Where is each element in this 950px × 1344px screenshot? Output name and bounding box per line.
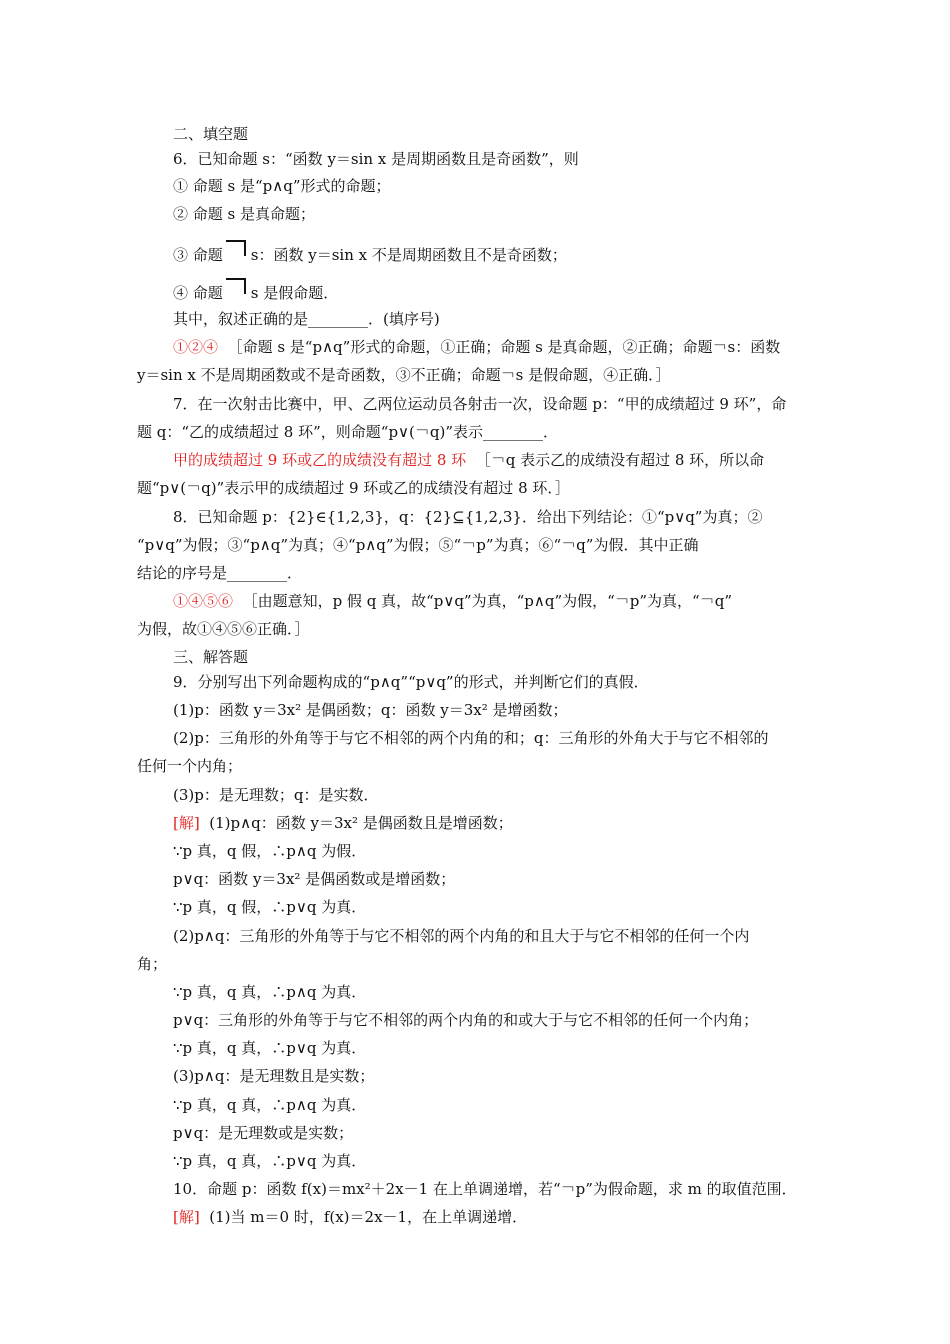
question-8-cont-2: 结论的序号是________． (137, 564, 303, 582)
q6-item-4-text: s 是假命题． (250, 284, 339, 302)
q6-answer-key: ①②④ (173, 338, 219, 356)
q6-item-2: ② 命题 s 是真命题； (173, 205, 316, 223)
q9-solution-line: ∵p 真，q 真，∴p∨q 为真． (173, 1152, 367, 1170)
q9-solution-line: ∵p 真，q 真，∴p∧q 为真． (173, 983, 367, 1001)
question-10: 10．命题 p：函数 f(x)＝mx²＋2x－1 在上单调递增，若“￢p”为假命题，求 m 的取值范围． (173, 1180, 797, 1198)
q10-solution-line: (1)当 m＝0 时，f(x)＝2x－1，在上单调递增． (209, 1208, 528, 1226)
question-8: 8．已知命题 p：{2}∈{1,2,3}，q：{2}⊆{1,2,3}．给出下列结论：①“p∨q”为真；② (173, 508, 763, 526)
q6-item-3 (173, 240, 817, 267)
q9-solution-line: ∵p 真，q 假，∴p∧q 为假． (173, 842, 367, 860)
q9-solution-line: (3)p∧q：是无理数且是实数； (173, 1067, 375, 1085)
q10-solution-start (173, 1205, 817, 1229)
q9-solution-line: p∨q：是无理数或是实数； (173, 1124, 354, 1142)
q9-solution-line: p∨q：函数 y＝3x² 是偶函数或是增函数； (173, 870, 456, 888)
q8-explanation: ［由题意知，p 假 q 真，故“p∨q”为真，“p∧q”为假，“￢p”为真，“￢q” (242, 592, 732, 610)
solution-label: [解] (173, 814, 200, 832)
q6-answer (173, 335, 817, 359)
q8-answer (173, 589, 817, 613)
q6-item-4 (173, 278, 817, 305)
q7-explanation: ［￢q 表示乙的成绩没有超过 8 环，所以命 (475, 451, 765, 469)
section-heading-solve: 三、解答题 (173, 648, 249, 666)
question-7: 7．在一次射击比赛中，甲、乙两位运动员各射击一次，设命题 p：“甲的成绩超过 9 环”，命 (173, 395, 787, 413)
q9-solution-line: ∵p 真，q 真，∴p∧q 为真． (173, 1096, 367, 1114)
q9-solution-start (173, 811, 817, 835)
q7-explanation-cont: 题“p∨(￢q)”表示甲的成绩超过 9 环或乙的成绩没有超过 8 环．］ (137, 479, 570, 497)
q6-item-4-prefix: ④ 命题 (173, 284, 223, 302)
q7-answer (173, 448, 817, 472)
solution-label: [解] (173, 1208, 200, 1226)
q9-part-3: (3)p：是无理数；q：是实数． (173, 786, 379, 804)
q8-explanation-cont: 为假，故①④⑤⑥正确．］ (137, 620, 310, 638)
q6-item-3-prefix: ③ 命题 (173, 246, 223, 264)
q6-item-1: ① 命题 s 是“p∧q”形式的命题； (173, 177, 391, 195)
q6-explanation-cont: y＝sin x 不是周期函数或不是奇函数，③不正确；命题￢s 是假命题，④正确．］ (137, 366, 671, 384)
section-heading-fill-blank: 二、填空题 (173, 125, 249, 143)
negation-symbol-icon (226, 240, 248, 262)
q9-solution-line: (2)p∧q：三角形的外角等于与它不相邻的两个内角的和且大于与它不相邻的任何一个内 (173, 927, 750, 945)
q6-prompt: 其中，叙述正确的是________．(填序号) (173, 310, 440, 328)
negation-symbol-icon (226, 278, 248, 300)
question-6: 6．已知命题 s：“函数 y＝sin x 是周期函数且是奇函数”，则 (173, 150, 579, 168)
q9-part-2-cont: 任何一个内角； (137, 757, 243, 775)
q9-solution-line: ∵p 真，q 真，∴p∨q 为真． (173, 1039, 367, 1057)
q9-part-2: (2)p：三角形的外角等于与它不相邻的两个内角的和；q：三角形的外角大于与它不相邻的 (173, 729, 769, 747)
q9-solution-line: 角； (137, 955, 168, 973)
q6-explanation: ［命题 s 是“p∧q”形式的命题，①正确；命题 s 是真命题，②正确；命题￢s：函数 (227, 338, 781, 356)
q7-answer-key: 甲的成绩超过 9 环或乙的成绩没有超过 8 环 (173, 451, 467, 469)
q9-solution-line: p∨q：三角形的外角等于与它不相邻的两个内角的和或大于与它不相邻的任何一个内角； (173, 1011, 759, 1029)
q9-solution-line: (1)p∧q：函数 y＝3x² 是偶函数且是增函数； (209, 814, 513, 832)
q6-item-3-text: s：函数 y＝sin x 不是周期函数且不是奇函数； (250, 246, 567, 264)
question-7-cont: 题 q：“乙的成绩超过 8 环”，则命题“p∨(￢q)”表示________． (137, 423, 559, 441)
question-8-cont: “p∨q”为假；③“p∧q”为真；④“p∧q”为假；⑤“￢p”为真；⑥“￢q”为假．其中正确 (137, 536, 699, 554)
q8-answer-key: ①④⑤⑥ (173, 592, 234, 610)
q9-solution-line: ∵p 真，q 假，∴p∨q 为真． (173, 898, 367, 916)
question-9: 9．分别写出下列命题构成的“p∧q”“p∨q”的形式，并判断它们的真假． (173, 673, 649, 691)
q9-part-1: (1)p：函数 y＝3x² 是偶函数；q：函数 y＝3x² 是增函数； (173, 701, 568, 719)
